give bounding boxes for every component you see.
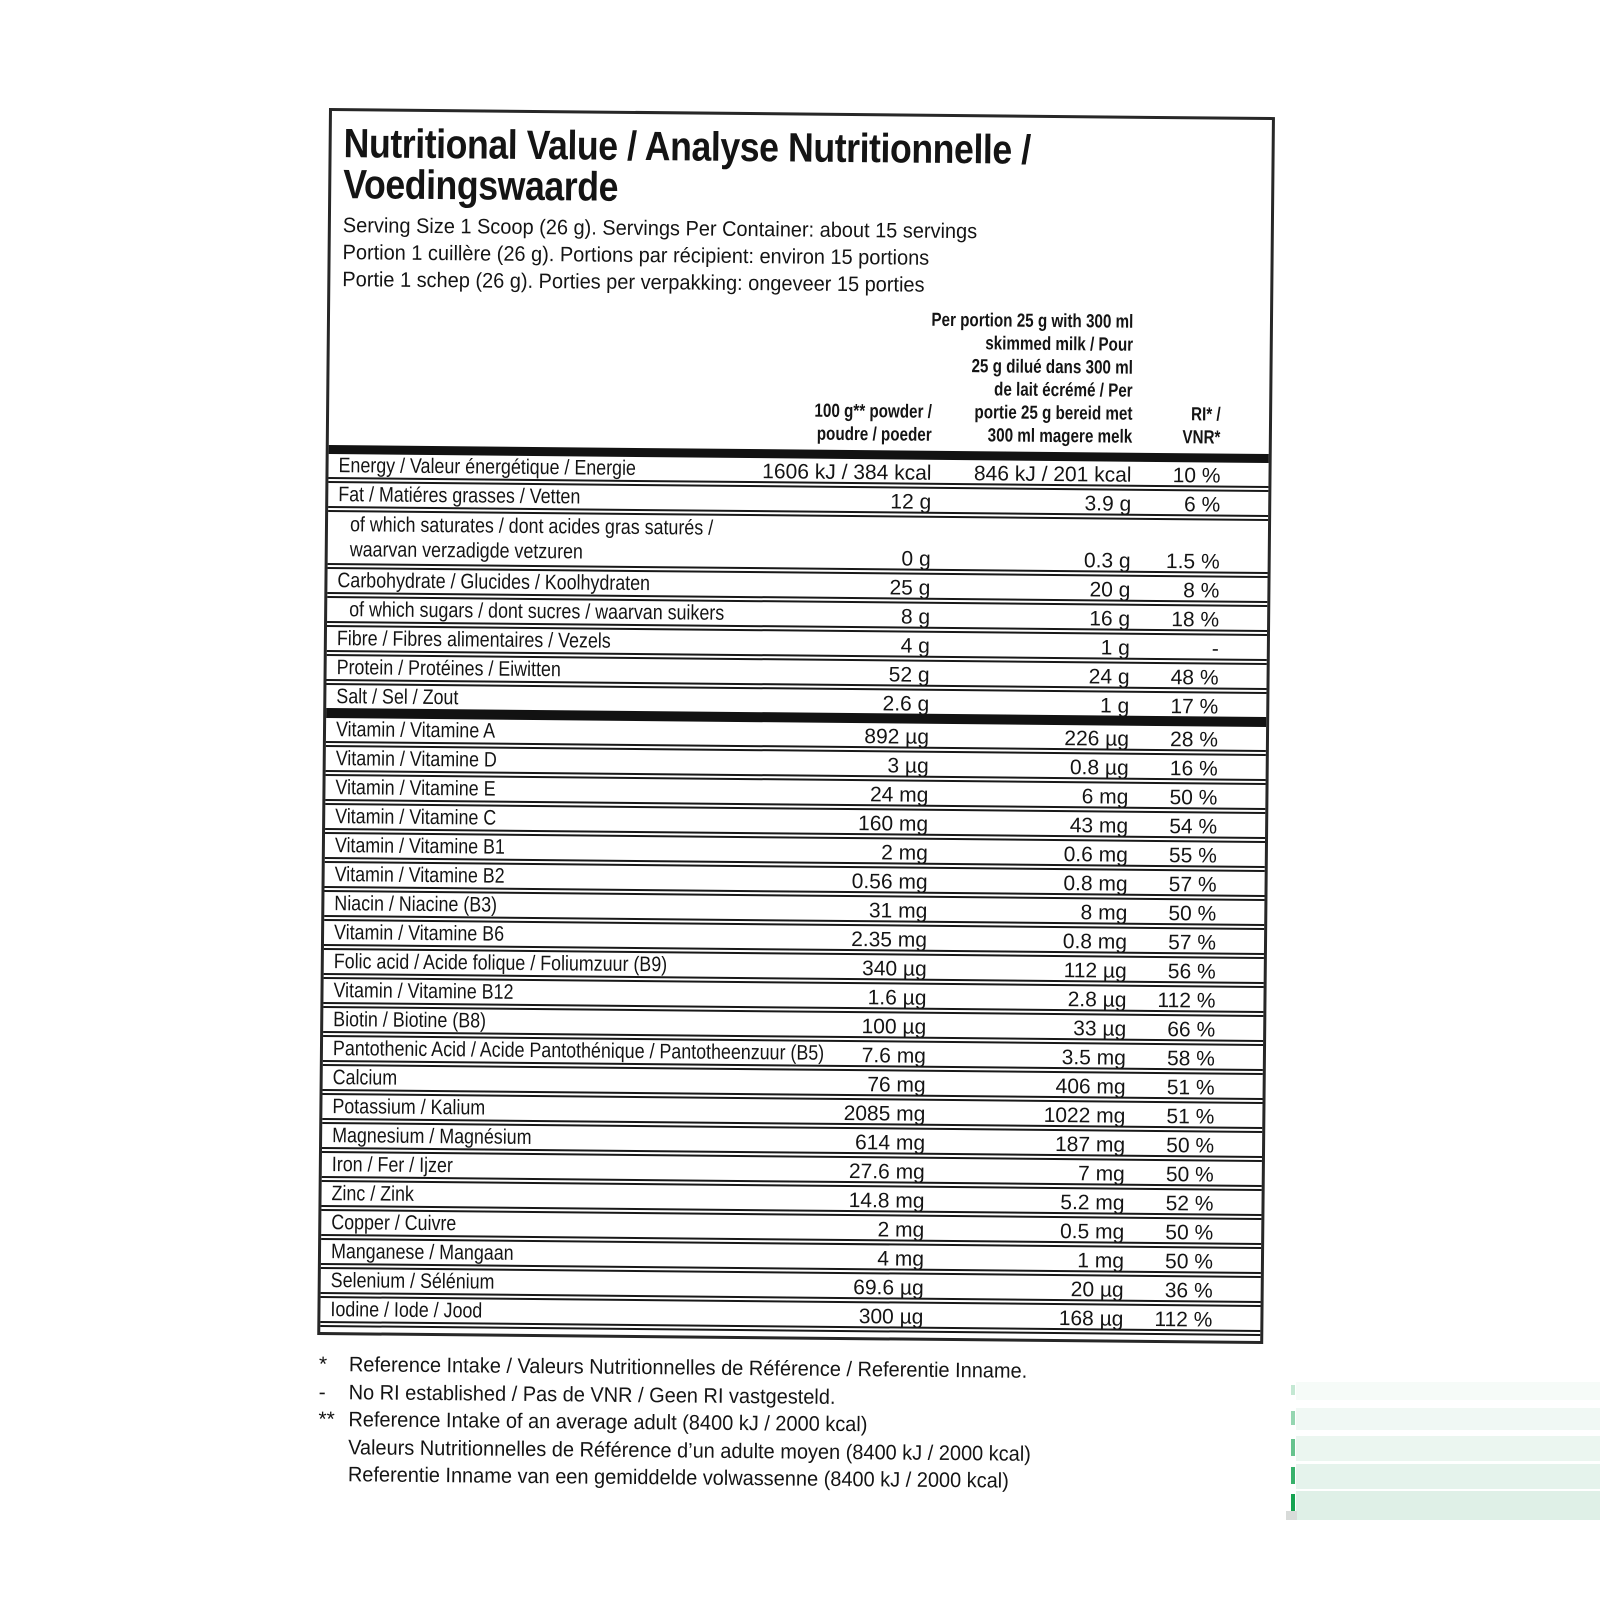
row-label-line: Biotin / Biotine (B8) <box>333 1008 487 1033</box>
row-label-line: Magnesium / Magnésium <box>332 1124 532 1149</box>
footnote-marker <box>318 1461 348 1489</box>
row-value-per-100g: 4 g <box>900 634 930 658</box>
row-value-ri: - <box>1211 637 1219 661</box>
row-value-ri: 8 % <box>1183 579 1220 603</box>
row-value-ri: 112 % <box>1154 1307 1213 1332</box>
footnote-text: No RI established / Pas de VNR / Geen RI vastgesteld. <box>348 1380 836 1409</box>
label-title-line: Nutritional Value / Analyse Nutritionnelle / <box>343 120 1031 173</box>
row-label-line: Vitamin / Vitamine E <box>335 776 496 801</box>
row-value-per-portion: 112 µg <box>1063 959 1127 983</box>
green-tick-artifact <box>1291 1385 1295 1395</box>
row-value-ri: 50 % <box>1169 786 1218 810</box>
row-value-ri: 58 % <box>1166 1047 1216 1071</box>
green-tick-artifact <box>1291 1411 1295 1425</box>
row-label <box>332 1153 453 1177</box>
row-label-line: Fibre / Fibres alimentaires / Vezels <box>336 627 611 653</box>
row-value-per-portion: 8 mg <box>1080 901 1128 925</box>
column-header-ri <box>1183 403 1221 449</box>
row-value-per-portion: 846 kJ / 201 kcal <box>973 462 1132 487</box>
row-value-per-portion: 20 g <box>1089 578 1131 602</box>
row-value-ri: 48 % <box>1170 666 1219 690</box>
green-band-artifact <box>1296 1464 1600 1489</box>
row-value-per-portion: 1 mg <box>1077 1249 1125 1273</box>
row-value-per-100g: 8 g <box>900 605 931 629</box>
row-value-per-100g: 24 mg <box>869 783 929 807</box>
row-label <box>334 921 504 946</box>
row-value-per-100g: 27.6 mg <box>848 1160 925 1184</box>
row-label-line: Copper / Cuivre <box>331 1211 457 1236</box>
table-row <box>328 512 1268 572</box>
row-label <box>332 1095 485 1119</box>
row-label-line: of which sugars / dont sucres / waarvan suikers <box>349 598 725 625</box>
column-header-line: 100 g** powder / <box>814 400 933 423</box>
row-label <box>337 656 561 681</box>
row-label <box>331 1269 495 1294</box>
row-value-ri: 52 % <box>1165 1192 1214 1216</box>
column-header-line: 25 g dilué dans 300 ml <box>971 356 1133 379</box>
row-value-ri: 66 % <box>1167 1018 1216 1042</box>
row-value-ri: 51 % <box>1166 1105 1215 1129</box>
row-value-ri: 51 % <box>1166 1076 1215 1100</box>
row-label-line: Zinc / Zink <box>331 1182 415 1206</box>
row-value-per-portion: 3.5 mg <box>1061 1046 1127 1070</box>
row-value-per-100g: 2085 mg <box>843 1101 926 1126</box>
row-value-per-100g: 2 mg <box>877 1218 925 1242</box>
row-value-per-100g: 0 g <box>901 547 931 571</box>
row-value-ri: 10 % <box>1172 464 1221 488</box>
row-value-per-portion: 1 g <box>1100 636 1130 660</box>
column-header-line: VNR* <box>1182 427 1221 449</box>
row-label-line: Vitamin / Vitamine B2 <box>334 863 505 888</box>
nutrition-label <box>316 108 1275 1498</box>
footnote-marker: ** <box>318 1407 335 1432</box>
row-value-per-portion: 7 mg <box>1078 1162 1125 1186</box>
column-header-line: portie 25 g bereid met <box>974 402 1133 425</box>
row-label <box>335 805 496 830</box>
row-value-ri: 1.5 % <box>1165 550 1220 574</box>
row-value-ri: 55 % <box>1168 844 1217 868</box>
row-label-line: of which saturates / dont acides gras saturés / <box>349 513 714 540</box>
row-value-per-100g: 7.6 mg <box>861 1044 927 1068</box>
row-value-per-100g: 160 mg <box>857 812 929 836</box>
row-value-ri: 56 % <box>1167 960 1216 984</box>
row-label-line: Iodine / Iode / Jood <box>330 1298 483 1323</box>
row-value-per-100g: 2.35 mg <box>851 928 928 952</box>
row-value-ri: 50 % <box>1166 1134 1215 1158</box>
footnote-text: Reference Intake / Valeurs Nutritionnelles de Référence / Referentie Inname. <box>348 1353 1028 1383</box>
row-label-line: Vitamin / Vitamine D <box>335 747 497 772</box>
green-band-artifact <box>1296 1436 1600 1461</box>
serving-info <box>330 205 1271 302</box>
row-label-line: Vitamin / Vitamine C <box>335 805 497 830</box>
row-value-per-100g: 614 mg <box>854 1131 926 1155</box>
serving-info-line: Portie 1 schep (26 g). Porties per verpakking: ongeveer 15 porties <box>342 268 925 297</box>
row-value-ri: 17 % <box>1170 695 1219 719</box>
row-value-per-portion: 43 mg <box>1069 814 1129 838</box>
row-value-per-portion: 24 g <box>1088 665 1130 689</box>
row-value-per-100g: 300 µg <box>858 1305 924 1329</box>
column-header-line: RI* / <box>1191 404 1222 426</box>
row-value-per-portion: 1 g <box>1099 694 1130 718</box>
row-label <box>335 776 495 801</box>
footnote-text: Valeurs Nutritionnelles de Référence d’un adulte moyen (8400 kJ / 2000 kcal) <box>348 1435 1031 1466</box>
row-value-per-100g: 1606 kJ / 384 kcal <box>762 460 932 485</box>
row-value-per-100g: 0.56 mg <box>851 870 928 894</box>
row-label <box>333 1066 398 1090</box>
footnotes <box>316 1351 1263 1498</box>
row-value-per-100g: 100 µg <box>861 1015 927 1039</box>
nutrition-label-box <box>317 108 1275 1344</box>
gray-chip-artifact <box>1286 1511 1297 1520</box>
row-value-ri: 16 % <box>1169 757 1218 781</box>
row-value-ri: 50 % <box>1165 1163 1214 1187</box>
row-label <box>349 598 724 625</box>
column-header-line: skimmed milk / Pour <box>984 333 1133 356</box>
row-value-ri: 57 % <box>1168 873 1217 897</box>
row-label-line: Energy / Valeur énergétique / Energie <box>338 454 637 480</box>
serving-info-line: Portion 1 cuillère (26 g). Portions par récipient: environ 15 portions <box>342 241 930 270</box>
serving-info-line: Serving Size 1 Scoop (26 g). Servings Per Container: about 15 servings <box>342 214 978 244</box>
row-value-per-100g: 3 µg <box>887 754 929 778</box>
row-label <box>330 1298 482 1322</box>
row-value-per-portion: 187 mg <box>1054 1133 1126 1157</box>
row-label <box>331 1240 514 1265</box>
row-value-ri: 112 % <box>1157 988 1216 1013</box>
row-label <box>335 834 505 859</box>
row-value-per-portion: 16 g <box>1089 607 1131 631</box>
row-value-per-portion: 0.5 mg <box>1059 1220 1125 1244</box>
row-label-line: Folic acid / Acide folique / Foliumzuur (B9) <box>333 950 668 977</box>
row-label <box>331 1182 414 1206</box>
row-value-per-portion: 0.8 mg <box>1062 930 1128 954</box>
row-label <box>332 1124 532 1149</box>
row-label-line: waarvan verzadigde vetzuren <box>349 538 584 564</box>
row-value-per-portion: 226 µg <box>1064 727 1130 751</box>
row-value-per-portion: 0.6 mg <box>1063 843 1128 867</box>
row-label <box>336 685 458 709</box>
row-label-line: Vitamin / Vitamine B1 <box>334 834 506 859</box>
row-value-per-portion: 168 µg <box>1058 1307 1124 1331</box>
row-value-per-portion: 3.9 g <box>1084 492 1132 516</box>
row-value-per-100g: 2 mg <box>881 841 928 865</box>
footnote-marker <box>318 1433 348 1461</box>
row-label <box>337 627 611 653</box>
row-value-ri: 50 % <box>1164 1250 1214 1274</box>
row-label-line: Vitamin / Vitamine A <box>335 718 496 743</box>
row-label-line: Calcium <box>332 1066 398 1090</box>
column-header-line: 300 ml magere melk <box>987 425 1132 448</box>
row-label <box>333 1008 486 1032</box>
column-headers <box>329 293 1270 454</box>
row-label <box>333 979 513 1004</box>
row-label-line: Niacin / Niacine (B3) <box>334 892 498 917</box>
row-value-ri: 36 % <box>1164 1279 1213 1303</box>
green-band-artifact <box>1296 1408 1600 1430</box>
column-header-per-portion <box>930 309 1133 449</box>
footnote-marker: * <box>318 1352 328 1377</box>
row-value-per-portion: 20 µg <box>1070 1278 1124 1302</box>
row-label-line: Vitamin / Vitamine B6 <box>333 921 505 946</box>
row-value-ri: 50 % <box>1168 902 1217 926</box>
row-label <box>336 718 495 743</box>
row-value-ri: 18 % <box>1171 608 1220 632</box>
row-value-per-100g: 2.6 g <box>882 692 930 716</box>
row-value-per-portion: 2.8 µg <box>1067 988 1127 1012</box>
row-label-line: Fat / Matiéres grasses / Vetten <box>338 483 581 509</box>
green-tick-artifact <box>1291 1439 1295 1456</box>
row-label <box>336 747 497 772</box>
row-value-per-100g: 340 µg <box>861 957 927 981</box>
column-header-line: de lait écrémé / Per <box>993 379 1133 402</box>
row-label-line: Protein / Protéines / Eiwitten <box>336 656 561 682</box>
green-tick-artifact <box>1291 1467 1295 1484</box>
row-value-per-100g: 31 mg <box>868 899 928 923</box>
row-value-ri: 57 % <box>1168 931 1217 955</box>
row-label-line: Vitamin / Vitamine B12 <box>333 979 514 1004</box>
column-header-line: Per portion 25 g with 300 ml <box>931 309 1134 333</box>
footnote-marker: - <box>318 1380 326 1404</box>
row-value-per-100g: 76 mg <box>867 1073 926 1097</box>
column-header-line: poudre / poeder <box>816 423 932 446</box>
row-value-per-portion: 0.8 µg <box>1069 756 1129 780</box>
row-value-ri: 54 % <box>1169 815 1218 839</box>
row-label <box>331 1211 456 1235</box>
row-label-line: Pantothenic Acid / Acide Pantothénique / Pantotheenzuur (B5) <box>332 1037 825 1065</box>
row-value-ri: 50 % <box>1165 1221 1214 1245</box>
row-value-per-portion: 0.8 mg <box>1063 872 1128 896</box>
footnote-text: Reference Intake of an average adult (8400 kJ / 2000 kcal) <box>348 1408 868 1437</box>
row-label-line: Carbohydrate / Glucides / Koolhydraten <box>337 569 651 596</box>
row-value-per-portion: 6 mg <box>1081 785 1129 809</box>
row-label <box>334 892 497 917</box>
label-title <box>331 111 1272 214</box>
row-value-per-100g: 25 g <box>889 576 931 600</box>
row-label-line: Selenium / Sélénium <box>330 1269 495 1294</box>
row-value-per-100g: 14.8 mg <box>848 1189 925 1213</box>
green-band-artifact <box>1296 1491 1600 1520</box>
row-value-per-100g: 1.6 µg <box>867 986 927 1010</box>
row-value-per-portion: 33 µg <box>1073 1017 1127 1041</box>
row-label <box>334 950 668 976</box>
row-label <box>350 512 714 565</box>
row-value-per-portion: 5.2 mg <box>1060 1191 1125 1215</box>
footnote-text: Referentie Inname van een gemiddelde volwassenne (8400 kJ / 2000 kcal) <box>347 1463 1009 1493</box>
row-value-ri: 6 % <box>1183 493 1221 517</box>
row-label-line: Iron / Fer / Ijzer <box>331 1153 453 1178</box>
row-label <box>335 863 505 888</box>
row-value-per-100g: 4 mg <box>877 1247 925 1271</box>
row-value-ri: 28 % <box>1169 728 1219 752</box>
label-title-line: Voedingswaarde <box>343 161 619 210</box>
row-value-per-portion: 406 mg <box>1055 1075 1126 1099</box>
row-value-per-portion: 0.3 g <box>1083 549 1131 573</box>
row-value-per-100g: 69.6 µg <box>853 1276 924 1300</box>
row-label <box>338 454 636 480</box>
green-band-artifact <box>1296 1382 1600 1400</box>
row-value-per-100g: 12 g <box>890 490 932 514</box>
row-value-per-100g: 892 µg <box>864 725 930 749</box>
table-body <box>320 454 1268 1336</box>
row-label <box>337 569 650 595</box>
row-value-per-100g: 52 g <box>888 663 930 687</box>
row-value-per-portion: 1022 mg <box>1043 1103 1126 1128</box>
row-label-line: Potassium / Kalium <box>332 1095 486 1120</box>
column-header-per-100g <box>814 400 932 447</box>
row-label <box>333 1037 824 1065</box>
row-label <box>338 483 580 508</box>
row-label-line: Salt / Sel / Zout <box>336 685 459 710</box>
row-label-line: Manganese / Mangaan <box>330 1240 514 1265</box>
